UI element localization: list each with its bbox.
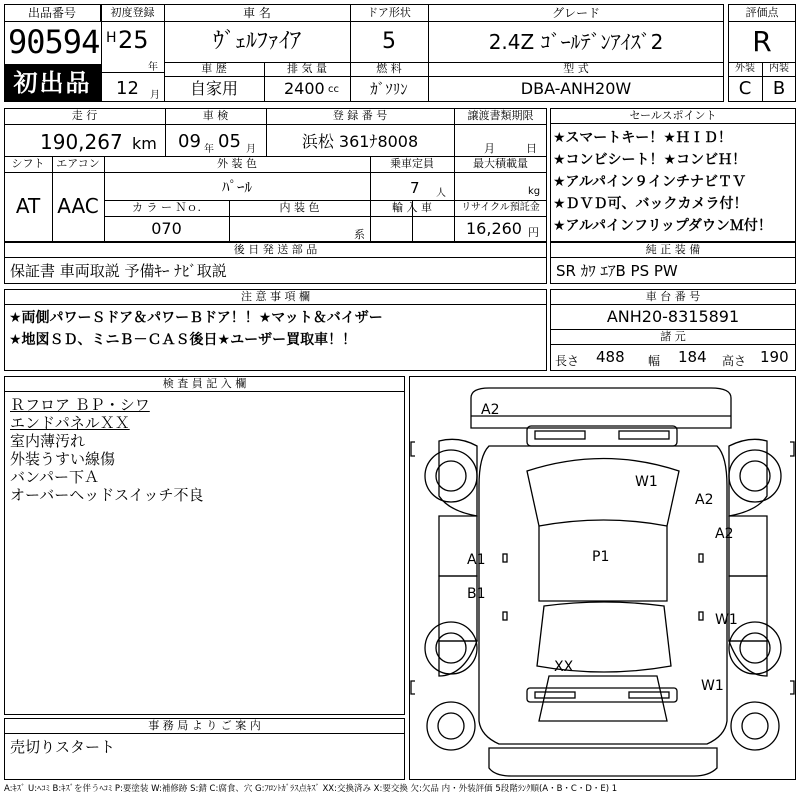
aircon-value: AAC [57, 194, 99, 218]
capacity-label: 乗車定員 [390, 157, 434, 170]
inspector-note-item: オーバーヘッドスイッチ不良 [10, 486, 204, 504]
sales-point-item: ★アルパイン９インチナビＴＶ [553, 174, 747, 190]
model-value: DBA-ANH20W [520, 79, 632, 98]
inspection-year-unit: 年 [204, 144, 214, 155]
length-label: 長さ [555, 354, 580, 368]
recycle-label: リサイクル預託金 [461, 202, 540, 213]
inspector-note-item: エンドパネルＸＸ [10, 414, 130, 432]
chassis-label: 車 台 番 号 [550, 289, 796, 305]
grade-value: 2.4Z ｺﾞｰﾙﾃﾞﾝｱｲｽﾞ2 [488, 30, 664, 54]
lot-number: 90594 [8, 23, 100, 61]
lot-label: 出品番号 [4, 4, 101, 22]
model-label: 型 式 [563, 62, 589, 75]
color-label: 外 装 色 [217, 157, 257, 170]
later-items-value: 保証書 車両取説 予備ｷｰ ﾅﾋﾞ取説 [10, 262, 227, 280]
sales-points-list [553, 127, 795, 237]
grade-label: グレード [428, 4, 724, 22]
mark-left-rear-door: B1 [467, 586, 486, 602]
score-value: R [752, 25, 772, 58]
inspection-label: 車 検 [202, 109, 229, 122]
sales-point-item: ★コンビシート！★コンビＨ！ [553, 152, 747, 168]
dimensions-label: 諸 元 [550, 329, 796, 345]
car-diagram [409, 376, 796, 780]
inspection-year: 09 [178, 131, 201, 152]
mark-right-fender: A2 [715, 526, 734, 542]
mark-right-rear-door: W1 [715, 612, 738, 628]
mileage-label: 走 行 [71, 109, 98, 122]
width-value: 184 [678, 348, 707, 366]
options-value: SR ｶﾜ ｴｱB PS PW [556, 262, 678, 280]
import-label: 輸 入 車 [392, 201, 432, 214]
capacity-unit: 人 [436, 188, 446, 199]
note-item: ★地図ＳＤ、ミニＢ－ＣＡＳ後日★ユーザー買取車！！ [9, 332, 357, 348]
mark-left-door: A1 [467, 552, 486, 568]
note-item: ★両側パワーＳドア＆パワーＢドア！！★マット＆バイザー [9, 310, 383, 326]
inspector-note-item: バンパー下Ａ [10, 468, 99, 486]
office-value: 売切りスタート [10, 738, 116, 756]
notes-label: 注 意 事 項 欄 [4, 289, 547, 305]
recycle-unit: 円 [528, 226, 539, 239]
first-listing-badge: 初出品 [4, 64, 101, 102]
interior-label: 内装 [769, 63, 789, 74]
color-no-value: 070 [151, 219, 182, 238]
sales-point-item: ★スマートキー！★ＨＩＤ！ [553, 130, 732, 146]
sales-point-item: ★アルパインフリップダウンＭ付！ [553, 218, 772, 234]
chassis-value: ANH20-8315891 [606, 307, 740, 326]
exterior-label: 外装 [735, 63, 755, 74]
car-name-label: 車 名 [164, 4, 350, 22]
deadline-day-unit: 日 [526, 142, 537, 155]
inspection-month: 05 [218, 131, 241, 152]
shift-label: シフト [11, 157, 45, 170]
mark-front-left: A2 [481, 402, 500, 418]
plate-label: 登 録 番 号 [332, 109, 388, 122]
score-label: 評価点 [728, 4, 796, 22]
displacement-unit: cc [328, 84, 339, 95]
fuel-label: 燃 料 [376, 62, 402, 75]
first-reg-year: 25 [118, 26, 149, 54]
interior-grade: B [772, 78, 786, 99]
displacement-value: 2400 [284, 79, 325, 98]
capacity-value: 7 [410, 179, 420, 197]
office-label: 事 務 局 よ り ご 案 内 [4, 718, 405, 734]
car-name: ｳﾞｪﾙﾌｧｲｱ [212, 29, 301, 54]
inspector-note-item: 外装うすい線傷 [10, 450, 116, 468]
interior-color-unit: 系 [354, 228, 365, 241]
height-value: 190 [760, 348, 789, 366]
color-value: ﾊﾟｰﾙ [221, 178, 252, 196]
plate-value: 浜松 361ﾅ8008 [301, 132, 419, 151]
inspector-note-item: 室内薄汚れ [10, 432, 86, 450]
shift-value: AT [15, 194, 41, 218]
sales-points-label: セールスポイント [550, 108, 796, 124]
year-unit: 年 [148, 62, 158, 73]
inspector-list [10, 396, 400, 504]
mark-front-right-door: A2 [695, 492, 714, 508]
notes-list [9, 307, 544, 351]
history-value: 自家用 [189, 79, 238, 98]
history-label: 車 歴 [201, 62, 227, 75]
legend: A:ｷｽﾞ U:ﾍｺﾐ B:ｷｽﾞを伴うﾍｺﾐ P:要塗装 W:補修跡 S:錆 C:腐食、穴 G:ﾌﾛﾝﾄｶﾞﾗｽ点ｷｽﾞ XX:交換済み X:要交換 欠:欠品 内・外装評価 5段階ﾗﾝｸ順(A・B・C・D・E) 1 [4, 784, 618, 794]
mark-rear-bumper: W1 [701, 678, 724, 694]
mark-hood-right: W1 [635, 474, 658, 490]
load-label: 最大積載量 [473, 157, 528, 170]
inspector-label: 検 査 員 記 入 欄 [4, 376, 405, 392]
recycle-value: 16,260 [466, 219, 522, 238]
era-letter: H [106, 30, 117, 46]
sales-point-item: ★ＤＶＤ可、バックカメラ付！ [553, 196, 748, 212]
door-label: ドア形状 [350, 4, 428, 22]
first-reg-label: 初度登録 [101, 4, 164, 22]
displacement-label: 排 気 量 [287, 62, 327, 75]
mark-rear-window: XX [554, 659, 574, 675]
month-unit: 月 [150, 90, 160, 101]
mileage-value: 190,267 [40, 130, 123, 154]
door-value: 5 [382, 29, 396, 54]
mileage-unit: km [132, 134, 157, 153]
fuel-value: ｶﾞｿﾘﾝ [370, 80, 408, 98]
load-unit: kg [528, 186, 541, 197]
mark-roof: P1 [592, 549, 610, 565]
later-items-label: 後 日 発 送 部 品 [4, 242, 547, 258]
deadline-month-unit: 月 [484, 142, 495, 155]
inspector-note-item: Ｒフロア ＢＰ・シワ [10, 396, 150, 414]
width-label: 幅 [648, 354, 661, 368]
deadline-label: 譲渡書類期限 [467, 109, 534, 122]
color-no-label: カ ラ ー Ｎｏ. [132, 201, 201, 214]
first-reg-month: 12 [116, 78, 139, 99]
options-label: 純 正 装 備 [550, 242, 796, 258]
interior-color-label: 内 装 色 [279, 201, 320, 214]
inspection-month-unit: 月 [246, 144, 256, 155]
height-label: 高さ [722, 354, 747, 368]
aircon-label: エアコン [56, 157, 100, 170]
length-value: 488 [596, 348, 625, 366]
exterior-grade: C [738, 78, 752, 99]
